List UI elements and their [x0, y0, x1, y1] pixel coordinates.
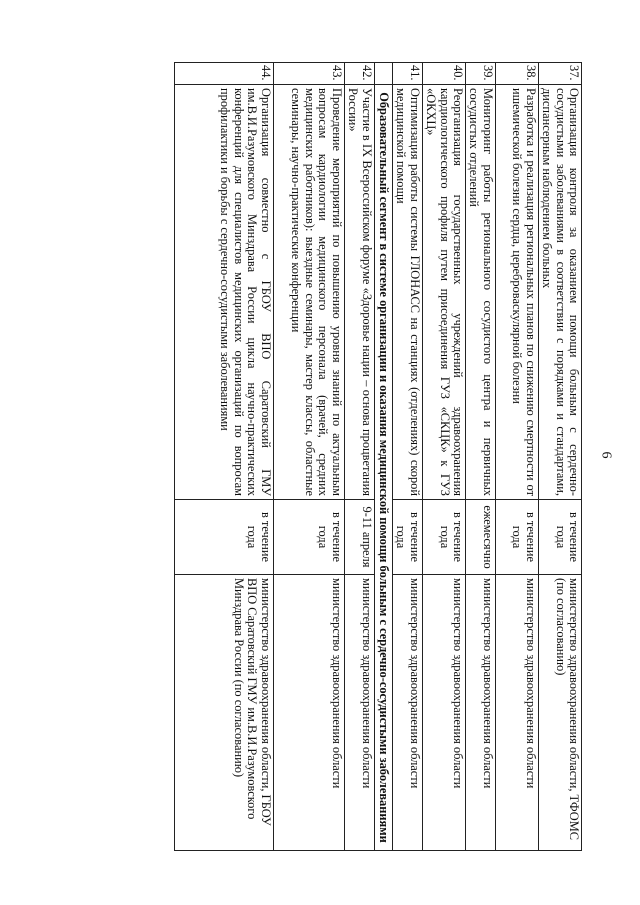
row-number: 42. [344, 63, 374, 85]
measure-text: Разработка и реализация региональных планов по снижению смертности от ишемической болезни сердца, цереброваскулярной болезни [495, 85, 538, 500]
deadline: 9-11 апреля [344, 500, 374, 575]
responsible: министерство здравоохранения области [392, 575, 422, 851]
table-row [174, 63, 273, 851]
row-number: 43. [273, 63, 344, 85]
page-number: 6 [598, 451, 614, 459]
deadline: в течение года [174, 500, 273, 575]
section-header-row [374, 63, 392, 851]
measure-text: Участие в IX Всероссийском форуме «Здоровье нации – основа процветания России» [344, 85, 374, 500]
measures-table [174, 62, 582, 851]
measure-text: Проведение мероприятий по повышению уровня знаний по актуальным вопросам кардиологии медицинского персонала (врачей, средних медицинских работников): выездные семинары, мастер классы, областные семинары, научно-практические конференции [273, 85, 344, 500]
table-row [422, 63, 465, 851]
measure-text: Реорганизация государственных учреждений здравоохранения кардиологического профиля путем присоединения ГУЗ «СКЦК» к ГУЗ «ОКХЦ» [422, 85, 465, 500]
measure-text: Организация совместно с ГБОУ ВПО Саратовский ГМУ им.В.И.Разумовского Минздрава России цикла научно-практических конференций для специалистов медицинских организаций по вопросам профилактики и борьбы с сердечно-сосудистыми заболеваниями [174, 85, 273, 500]
measure-text: Оптимизация работы системы ГЛОНАСС на станциях (отделениях) скорой медицинской помощи [392, 85, 422, 500]
row-number: 38. [495, 63, 538, 85]
table-row [344, 63, 374, 851]
deadline: в течение года [273, 500, 344, 575]
deadline: в течение года [495, 500, 538, 575]
table-row [495, 63, 538, 851]
table-row [538, 63, 581, 851]
table-row [273, 63, 344, 851]
responsible: министерство здравоохранения области [465, 575, 495, 851]
deadline: в течение года [422, 500, 465, 575]
row-number: 39. [465, 63, 495, 85]
row-number: 40. [422, 63, 465, 85]
responsible: министерство здравоохранения области [344, 575, 374, 851]
responsible: министерство здравоохранения области, ТФОМС (по согласованию) [538, 575, 581, 851]
empty-cell [374, 63, 392, 85]
deadline: ежемесячно [465, 500, 495, 575]
responsible: министерство здравоохранения области [273, 575, 344, 851]
responsible: министерство здравоохранения области, ГБОУ ВПО Саратовский ГМУ им.В.И.Разумовского Минздрава России (по согласованию) [174, 575, 273, 851]
table-row [392, 63, 422, 851]
row-number: 44. [174, 63, 273, 85]
deadline: в течение года [392, 500, 422, 575]
row-number: 41. [392, 63, 422, 85]
measure-text: Мониторинг работы регионального сосудистого центра и первичных сосудистых отделений [465, 85, 495, 500]
table-row [465, 63, 495, 851]
section-title: Образовательный сегмент в системе организации и оказания медицинской помощи больным с сердечно-сосудистыми заболеваниями [374, 85, 392, 851]
deadline: в течение года [538, 500, 581, 575]
responsible: министерство здравоохранения области [495, 575, 538, 851]
responsible: министерство здравоохранения области [422, 575, 465, 851]
measure-text: Организация контроля за оказанием помощи больным с сердечно-сосудистыми заболеваниями в соответствии с порядками и стандартами, диспансерным наблюдением больных [538, 85, 581, 500]
row-number: 37. [538, 63, 581, 85]
